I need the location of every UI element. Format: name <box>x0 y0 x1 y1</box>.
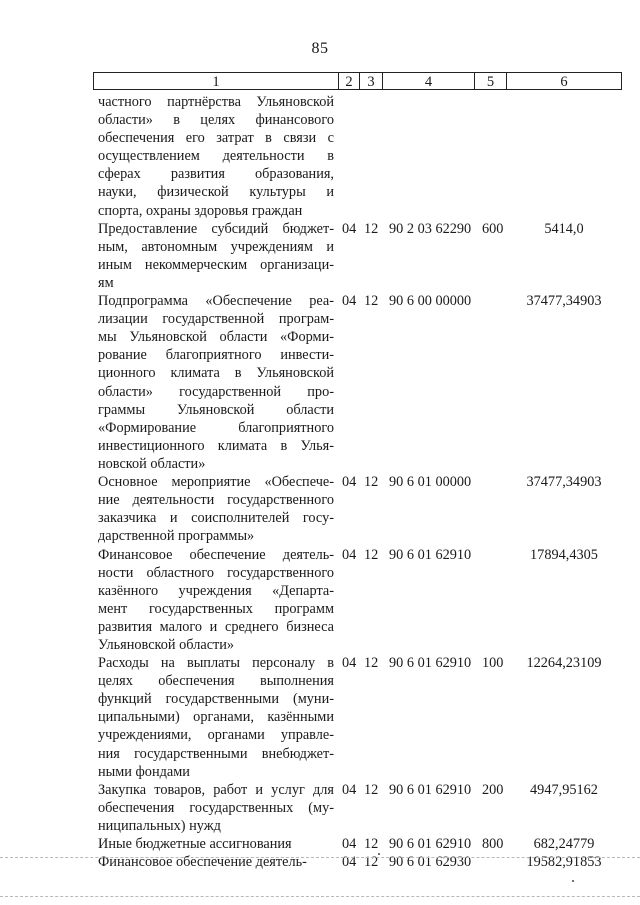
description-line: ным, автономным учреждениям и <box>98 238 334 255</box>
cell-c4: 90 2 03 62290 <box>389 220 472 237</box>
cell-c4: 90 6 01 62910 <box>389 781 472 798</box>
description-line: рование благоприятного инвести- <box>98 347 334 364</box>
table-header <box>93 72 622 90</box>
cell-c3: 12 <box>364 854 379 871</box>
cell-c2: 04 <box>342 474 357 491</box>
description-line: ям <box>98 274 114 291</box>
row-description <box>98 835 334 853</box>
cell-c4: 90 6 01 62910 <box>389 655 472 672</box>
cell-c3: 12 <box>364 655 379 672</box>
header-col-4: 4 <box>383 73 475 89</box>
cell-c2: 04 <box>342 293 357 310</box>
row-description <box>98 473 334 545</box>
cell-c5: 800 <box>482 836 504 853</box>
cell-c2: 04 <box>342 546 357 563</box>
header-col-6: 6 <box>560 74 568 90</box>
cell-c2: 04 <box>342 655 357 672</box>
cell-c3: 12 <box>364 836 379 853</box>
description-line: спорта, охраны здоровья граждан <box>98 202 303 219</box>
description-line: инвестиционного климата в Улья- <box>98 437 334 454</box>
cell-c5: 100 <box>482 655 504 672</box>
description-line: дарственной программы» <box>98 528 255 545</box>
description-line: мент государственных программ <box>98 600 334 617</box>
header-col-2: 2 <box>339 73 360 89</box>
description-line: граммы Ульяновской области <box>98 401 334 418</box>
description-line: Закупка товаров, работ и услуг для <box>98 781 334 798</box>
description-line: Предоставление субсидий бюджет- <box>98 220 334 237</box>
description-line: ными фондами <box>98 763 190 780</box>
cell-c3: 12 <box>364 546 379 563</box>
cell-c6: 5414,0 <box>544 220 584 237</box>
description-line: «Формирование благоприятного <box>98 419 334 436</box>
description-line: Иные бюджетные ассигнования <box>98 836 292 853</box>
cell-c5: 200 <box>482 781 504 798</box>
cell-c3: 12 <box>364 474 379 491</box>
cell-c3: 12 <box>364 781 379 798</box>
scan-artifact-line <box>0 857 640 858</box>
description-line: Ульяновской области» <box>98 636 235 653</box>
header-col-3: 3 <box>360 73 383 89</box>
cell-c5: 600 <box>482 220 504 237</box>
cell-c3: 12 <box>364 293 379 310</box>
description-line: Основное мероприятие «Обеспече- <box>98 474 334 491</box>
cell-c2: 04 <box>342 220 357 237</box>
description-line: Финансовое обеспечение деятель- <box>98 854 307 871</box>
scan-artifact-dot <box>378 853 380 855</box>
header-col-5: 5 <box>475 73 507 89</box>
row-description <box>98 292 334 473</box>
cell-c4: 90 6 01 62930 <box>389 854 472 871</box>
cell-c2: 04 <box>342 781 357 798</box>
description-line: осуществлением деятельности в <box>98 148 334 165</box>
cell-c6: 12264,23109 <box>526 655 602 672</box>
description-line: сферах развития образования, <box>98 166 334 183</box>
description-line: мы Ульяновской области «Форми- <box>98 329 334 346</box>
cell-c3: 12 <box>364 220 379 237</box>
description-line: заказчика и соисполнителей госу- <box>98 510 334 527</box>
description-line: обеспечения государственных (му- <box>98 799 334 816</box>
cell-c4: 90 6 01 00000 <box>389 474 472 491</box>
header-col-1: 1 <box>94 73 339 89</box>
page-number: 85 <box>311 40 329 57</box>
row-description <box>98 781 334 835</box>
row-description <box>98 546 334 655</box>
cell-c4: 90 6 00 00000 <box>389 293 472 310</box>
description-line: ние деятельности государственного <box>98 492 334 509</box>
description-line: казённого учреждения «Департа- <box>98 582 334 599</box>
description-line: Подпрограмма «Обеспечение реа- <box>98 293 334 310</box>
cell-c6: 4947,95162 <box>530 781 598 798</box>
description-line: новской области» <box>98 455 206 472</box>
description-line: развития малого и среднего бизнеса <box>98 618 334 635</box>
description-line: функций государственными (муни- <box>98 691 334 708</box>
description-line: учреждениями, органами управле- <box>98 727 334 744</box>
description-line: ционного климата в Ульяновской <box>98 365 334 382</box>
row-description <box>98 654 334 781</box>
cell-c4: 90 6 01 62910 <box>389 546 472 563</box>
description-line: частного партнёрства Ульяновской <box>98 94 334 110</box>
description-line: иным некоммерческим организаци- <box>98 256 334 273</box>
description-line: науки, физической культуры и <box>98 184 334 201</box>
row-description <box>98 93 334 220</box>
description-line: области» в целях финансового <box>98 112 334 129</box>
description-line: ципальными) органами, казёнными <box>98 709 334 726</box>
cell-c6: 37477,34903 <box>526 474 602 491</box>
cell-c2: 04 <box>342 854 357 871</box>
description-line: лизации государственной програм- <box>98 311 334 328</box>
description-line: целях обеспечения выполнения <box>98 673 334 690</box>
scan-artifact-dot <box>572 880 574 882</box>
cell-c6: 682,24779 <box>533 836 595 853</box>
row-description <box>98 853 334 871</box>
cell-c6: 37477,34903 <box>526 293 602 310</box>
description-line: обеспечения его затрат в связи с <box>98 130 334 147</box>
row-description <box>98 220 334 292</box>
cell-c2: 04 <box>342 836 357 853</box>
description-line: ния государственными внебюджет- <box>98 745 334 762</box>
cell-c6: 19582,91853 <box>526 854 602 871</box>
description-line: ниципальных) нужд <box>98 817 221 834</box>
description-line: Расходы на выплаты персоналу в <box>98 655 334 672</box>
description-line: области» государственной про- <box>98 383 334 400</box>
scan-artifact-line <box>0 896 640 897</box>
description-line: ности областного государственного <box>98 564 334 581</box>
cell-c4: 90 6 01 62910 <box>389 836 472 853</box>
cell-c6: 17894,4305 <box>530 546 598 563</box>
description-line: Финансовое обеспечение деятель- <box>98 546 334 563</box>
